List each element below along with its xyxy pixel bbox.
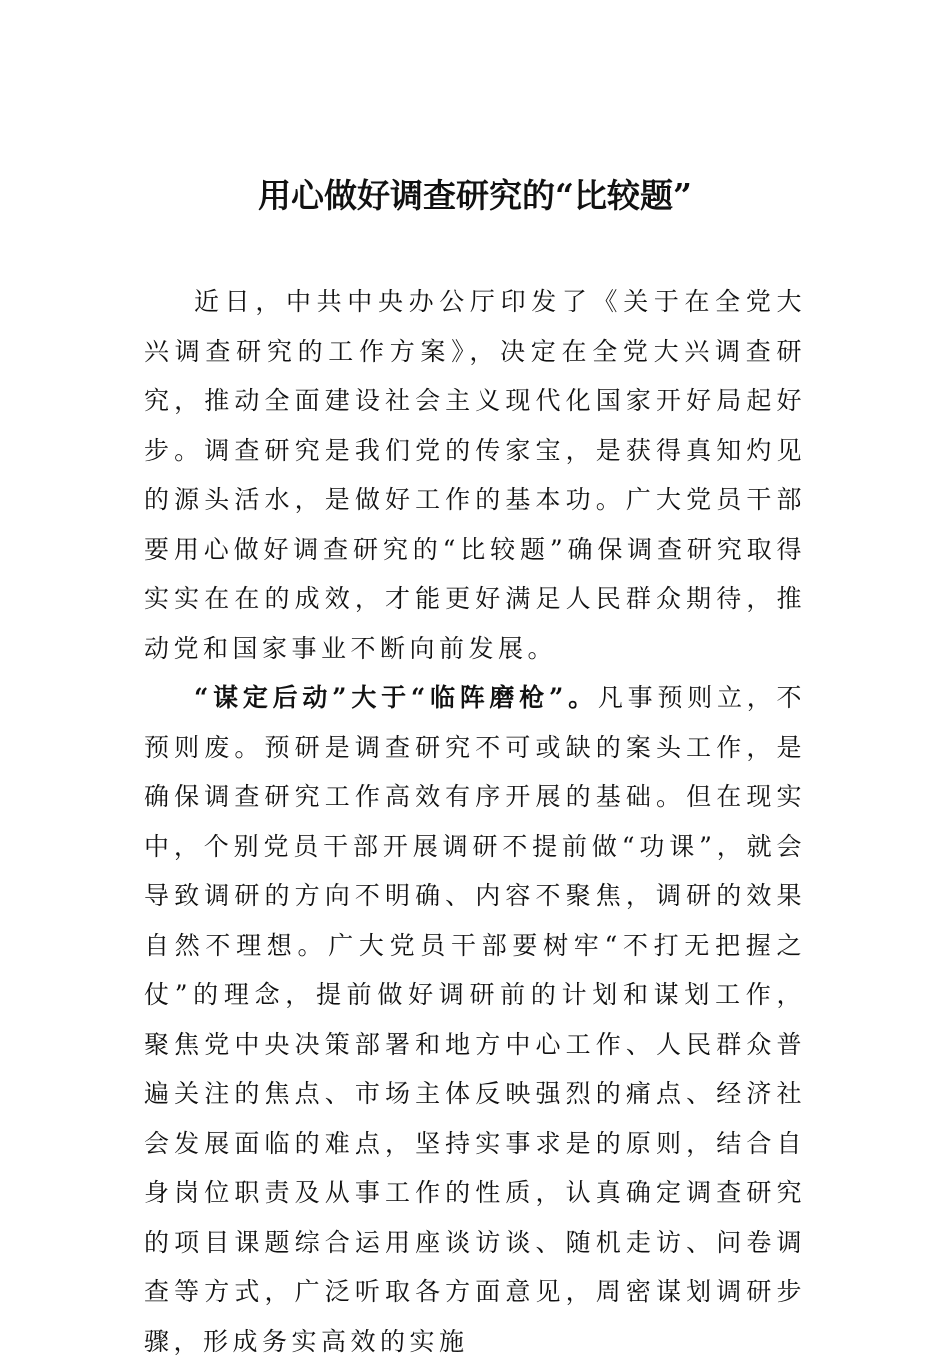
- paragraph-section-1: [144, 673, 806, 1366]
- paragraph-intro: [144, 277, 806, 673]
- section-1-text: 凡事预则立，不预则废。预研是调查研究不可或缺的案头工作，是确保调查研究工作高效有序开展的基础。但在现实中，个别党员干部开展调研不提前做“功课”，就会导致调研的方向不明确、内容不聚焦，调研的效果自然不理想。广大党员干部要树牢“不打无把握之仗”的理念，提前做好调研前的计划和谋划工作，聚焦党中央决策部署和地方中心工作、人民群众普遍关注的焦点、市场主体反映强烈的痛点、经济社会发展面临的难点，坚持实事求是的原则，结合自身岗位职责及从事工作的性质，认真确定调查研究的项目课题综合运用座谈访谈、随机走访、问卷调查等方式，广泛听取各方面意见，周密谋划调研步骤，形成务实高效的实施: [144, 683, 806, 1356]
- section-1-heading: “谋定后动”大于“临阵磨枪”。: [194, 683, 598, 712]
- paragraph-intro-text: 近日，中共中央办公厅印发了《关于在全党大兴调查研究的工作方案》，决定在全党大兴调查研究，推动全面建设社会主义现代化国家开好局起好步。调查研究是我们党的传家宝，是获得真知灼见的源头活水，是做好工作的基本功。广大党员干部要用心做好调查研究的“比较题”确保调查研究取得实实在在的成效，才能更好满足人民群众期待，推动党和国家事业不断向前发展。: [144, 287, 806, 663]
- document-body: [144, 277, 806, 1366]
- document-title: 用心做好调查研究的“比较题”: [258, 176, 692, 215]
